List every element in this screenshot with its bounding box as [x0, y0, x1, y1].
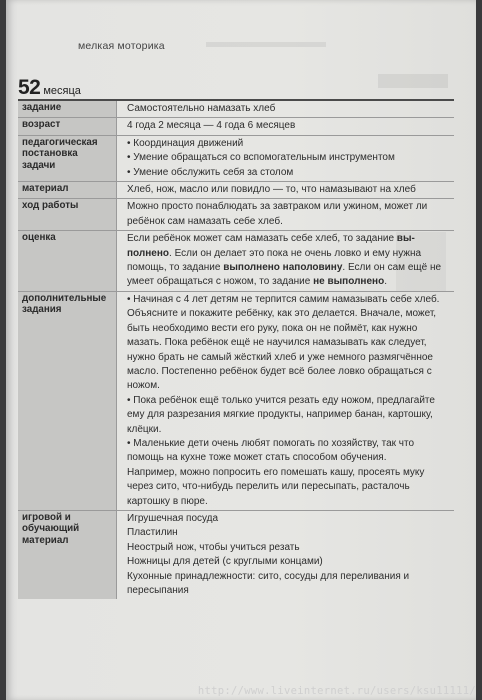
row-label: педагогическая постановка задачи [18, 136, 116, 181]
row-label: игровой и обучающий материал [18, 511, 116, 599]
extra-paragraph: Например, можно попросить его помешать кашу, просеять муку через сито, что-нибудь перелить или пересыпать, расталочь картошку в пюре. [127, 466, 425, 507]
age-number: 52 [18, 76, 41, 99]
row-label: задание [18, 101, 116, 117]
age-title [18, 76, 81, 100]
row-value [116, 511, 454, 599]
age-range-text: 4 года 2 месяца — 4 года 6 месяцев [127, 120, 296, 132]
row-goals [18, 136, 454, 182]
extra-paragraph: • Пока ребёнок ещё только учится резать еду ножом, предлагайте ему для разрезания мягкие продукты, например банан, картошку, клёцки. [127, 394, 435, 435]
age-unit: месяца [43, 85, 81, 97]
row-assessment [18, 231, 454, 292]
material-text: Хлеб, нож, масло или повидло — то, что намазывают на хлеб [127, 184, 416, 196]
row-toys [18, 511, 454, 599]
row-value [116, 292, 454, 510]
toy-item: Неострый нож, чтобы учиться резать [127, 541, 300, 553]
toy-item: Пластилин [127, 527, 178, 539]
row-value [116, 101, 454, 117]
toy-item: Кухонные принадлежности: сито, сосуды для переливания и пересыпания [127, 570, 410, 596]
toy-item: Ножницы для детей (с круглыми концами) [127, 556, 323, 568]
row-label: ход работы [18, 199, 116, 230]
row-value [116, 136, 454, 181]
toy-item: Игрушечная посуда [127, 512, 219, 524]
row-value [116, 231, 454, 291]
extra-paragraph: • Начиная с 4 лет детям не терпится самим намазывать себе хлеб. Объясните и покажите ребёнку, как это делается. Вначале, может, быть необходимо вести его руку, пока он не поймёт, как нужно мазать. Пока ребёнок ещё не научился намазывать как следует, нужно брать не самый жёсткий хлеб и уже немного размягчённое масло. Постепенно ребёнок будет всё более ловко обращаться с ножом. [127, 293, 440, 392]
row-procedure [18, 199, 454, 231]
running-head: мелкая моторика [78, 40, 165, 52]
goal-item: • Умение обращаться со вспомогательным инструментом [127, 152, 395, 164]
row-label: материал [18, 182, 116, 198]
goal-item: • Координация движений [127, 137, 244, 149]
row-value [116, 182, 454, 198]
row-material [18, 182, 454, 199]
watermark-url: http://www.liveinternet.ru/users/ksu11111/ [197, 685, 476, 697]
row-value [116, 199, 454, 230]
goal-item: • Умение обслужить себя за столом [127, 166, 294, 178]
row-age [18, 118, 454, 135]
procedure-text: Можно просто понаблюдать за завтраком или ужином, может ли ребёнок сам намазать себе хлеб. [127, 201, 428, 227]
row-extra [18, 292, 454, 511]
book-page [6, 0, 476, 700]
row-label: дополнительные задания [18, 292, 116, 510]
row-label: возраст [18, 118, 116, 134]
row-label: оценка [18, 231, 116, 291]
extra-paragraph: • Маленькие дети очень любят помогать по хозяйству, так что помощь на кухне тоже может стать способом обучения. [127, 437, 415, 464]
row-task [18, 101, 454, 118]
row-value [116, 118, 454, 134]
task-text: Самостоятельно намазать хлеб [127, 103, 276, 114]
assessment-text: Если ребёнок может сам намазать себе хлеб, то задание выполнено. Если он делает это пока не очень ловко и ему нужна помощь, то задание выполнено наполовину. Если он сам ещё не умеет обращаться с ножом, то задание не выполнено. [127, 233, 442, 288]
info-table [18, 101, 454, 599]
